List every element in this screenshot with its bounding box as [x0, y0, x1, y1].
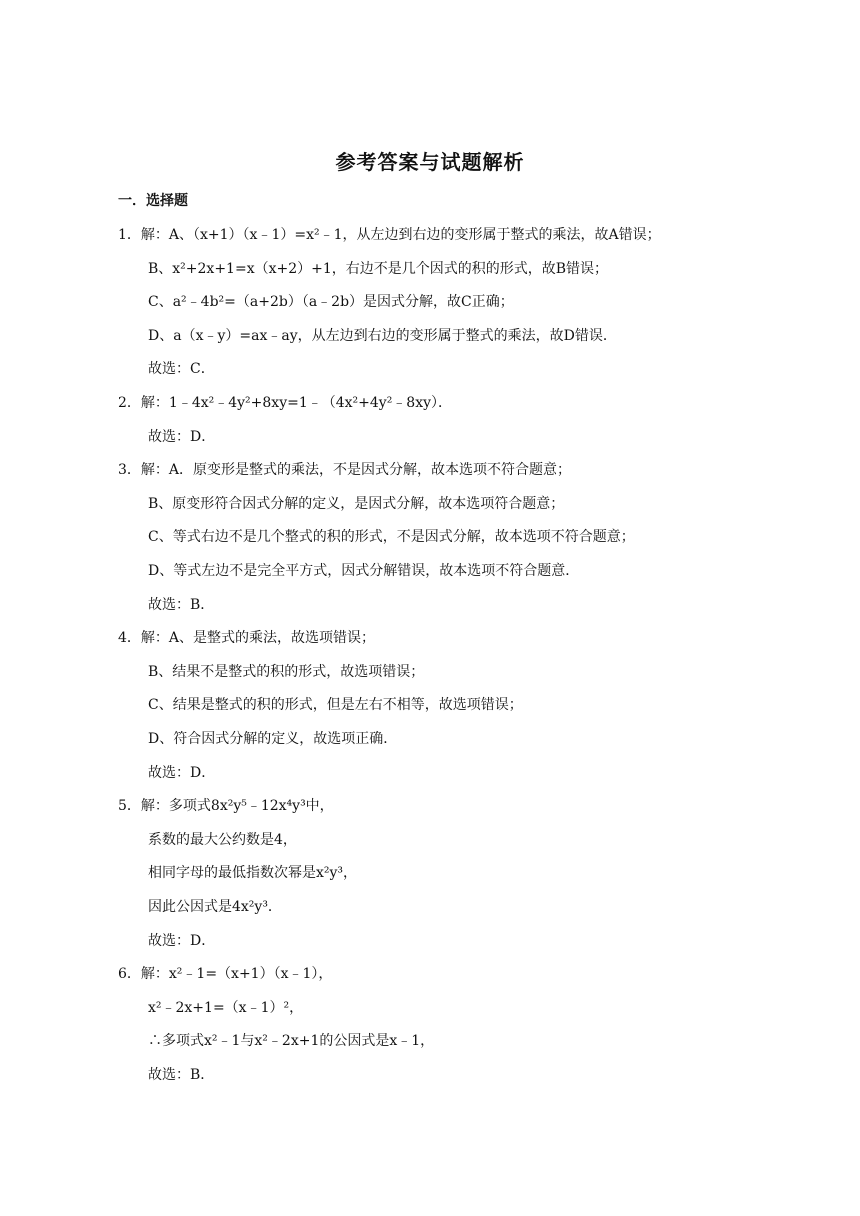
answer-line: x²﹣2x+1=（x﹣1）²， [148, 999, 304, 1016]
answer-line: 2．解：1﹣4x²﹣4y²+8xy=1﹣（4x²+4y²﹣8xy）． [118, 395, 453, 411]
answer-line: 因此公因式是4x²y³． [148, 899, 282, 915]
answer-line: 相同字母的最低指数次幂是x²y³， [148, 865, 358, 882]
answer-line: 故选：D． [148, 428, 216, 445]
answer-line: 系数的最大公约数是4， [148, 831, 297, 848]
answer-line: ∴多项式x²﹣1与x²﹣2x+1的公因式是x﹣1， [148, 1033, 435, 1050]
answer-line: 故选：D． [148, 932, 216, 949]
answer-line: 故选：C． [148, 361, 215, 378]
answer-line: C、a²﹣4b²=（a+2b）（a﹣2b）是因式分解，故C正确； [148, 294, 514, 311]
answer-line: 故选：B． [148, 596, 215, 613]
answer-line: 3．解：A．原变形是整式的乘法，不是因式分解，故本选项不符合题意； [118, 462, 572, 479]
answer-line: D、符合因式分解的定义，故选项正确． [148, 731, 398, 747]
answer-line: 4．解：A、是整式的乘法，故选项错误； [118, 630, 376, 647]
answer-line: B、原变形符合因式分解的定义，是因式分解，故本选项符合题意； [148, 495, 565, 512]
answer-line: B、结果不是整式的积的形式，故选项错误； [148, 663, 425, 680]
answer-line: 故选：D． [148, 764, 216, 781]
page-title: 参考答案与试题解析 [335, 150, 525, 174]
answer-line: 6．解：x²﹣1=（x+1）（x﹣1）， [118, 966, 333, 983]
answer-line: D、a（x﹣y）=ax﹣ay，从左边到右边的变形属于整式的乘法，故D错误． [148, 327, 617, 344]
answer-line: 故选：B． [148, 1067, 215, 1083]
answer-line: D、等式左边不是完全平方式，因式分解错误，故本选项不符合题意． [148, 563, 580, 579]
answer-line: C、等式右边不是几个整式的积的形式，不是因式分解，故本选项不符合题意； [148, 529, 635, 546]
answer-line: 5．解：多项式8x²y⁵﹣12x⁴y³中， [118, 798, 334, 815]
section-heading: 一．选择题 [118, 193, 188, 209]
answer-line: C、结果是整式的积的形式，但是左右不相等，故选项错误； [148, 697, 523, 714]
answer-line: B、x²+2x+1=x（x+2）+1，右边不是几个因式的积的形式，故B错误； [148, 260, 609, 277]
answer-line: 1．解：A、（x+1）（x﹣1）=x²﹣1，从左边到右边的变形属于整式的乘法，故A错误； [118, 227, 661, 243]
